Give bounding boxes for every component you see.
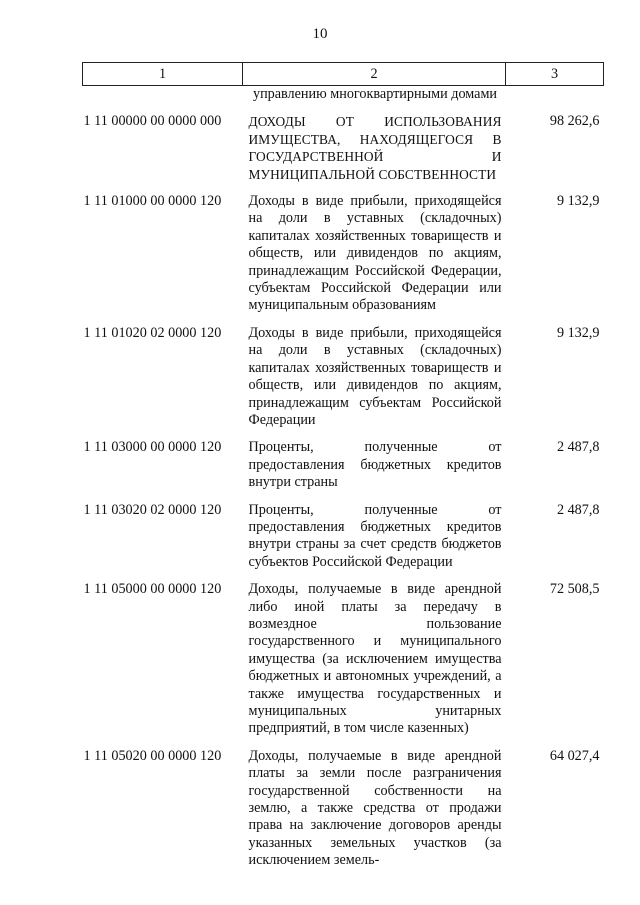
table-row — [83, 315, 604, 429]
table-row — [83, 429, 604, 491]
row-name: ДОХОДЫ ОТ ИСПОЛЬЗОВАНИЯ ИМУЩЕСТВА, НАХОДЯЩЕГОСЯ В ГОСУДАРСТВЕННОЙ И МУНИЦИПАЛЬНОЙ СОБСТВЕННОСТИ — [248, 114, 502, 182]
row-amount: 9 132,9 — [556, 193, 600, 210]
row-amount — [506, 86, 604, 104]
row-code: 1 11 00000 00 0000 000 — [83, 113, 222, 130]
column-header-amount: 3 — [506, 63, 604, 86]
row-name-text: управлению многоквартирными домами — [252, 86, 498, 102]
row-code: 1 11 03000 00 0000 120 — [83, 439, 222, 456]
column-header-name: 2 — [243, 63, 506, 86]
revenue-table — [82, 62, 604, 870]
row-name: Проценты, полученные от предоставления бюджетных кредитов внутри страны за счет средств бюджетов субъектов Российской Федерации — [248, 501, 502, 570]
row-code: 1 11 01020 02 0000 120 — [83, 324, 222, 341]
row-name: Проценты, полученные от предоставления бюджетных кредитов внутри страны — [248, 439, 502, 491]
row-code: 1 11 01000 00 0000 120 — [83, 193, 222, 210]
row-code: 1 11 05000 00 0000 120 — [83, 581, 222, 598]
row-amount: 2 487,8 — [556, 439, 600, 456]
row-code — [83, 86, 243, 104]
table-row — [83, 492, 604, 572]
row-name: Доходы, получаемые в виде арендной платы за земли после разграничения государственной собственности на землю, а также средства от продажи права на заключение договоров аренды указанных земельных участков (за исключением земель- — [248, 747, 502, 869]
column-header-code: 1 — [83, 63, 243, 86]
table-row — [83, 738, 604, 870]
row-amount: 64 027,4 — [549, 747, 600, 764]
row-name: Доходы в виде прибыли, приходящейся на доли в уставных (складочных) капиталах хозяйственных товариществ и обществ, или дивидендов по акциям, принадлежащим Российской Федерации, субъектам Российской Федерации или муниципальным образованиям — [248, 193, 502, 314]
table-header-row — [83, 63, 604, 86]
table-row — [83, 571, 604, 738]
row-name: Доходы в виде прибыли, приходящейся на доли в уставных (складочных) капиталах хозяйственных товариществ и обществ, или дивидендов по акциям, принадлежащим субъектам Российской Федерации — [248, 324, 502, 428]
table-row — [83, 183, 604, 315]
row-code: 1 11 05020 00 0000 120 — [83, 747, 222, 764]
row-amount: 98 262,6 — [549, 113, 600, 130]
page-number: 10 — [312, 26, 328, 42]
table-row — [83, 86, 604, 104]
row-amount: 9 132,9 — [556, 324, 600, 341]
table-row — [83, 103, 604, 183]
row-code: 1 11 03020 02 0000 120 — [83, 501, 222, 518]
row-name — [243, 86, 506, 104]
row-amount: 72 508,5 — [549, 581, 600, 598]
row-name: Доходы, получаемые в виде арендной либо иной платы за передачу в возмездное пользование государственного и муниципального имущества (за исключением имущества бюджетных и автономных учреждений, а также имущества государственных и муниципальных унитарных предприятий, в том числе казенных) — [248, 581, 502, 737]
row-amount: 2 487,8 — [556, 501, 600, 518]
